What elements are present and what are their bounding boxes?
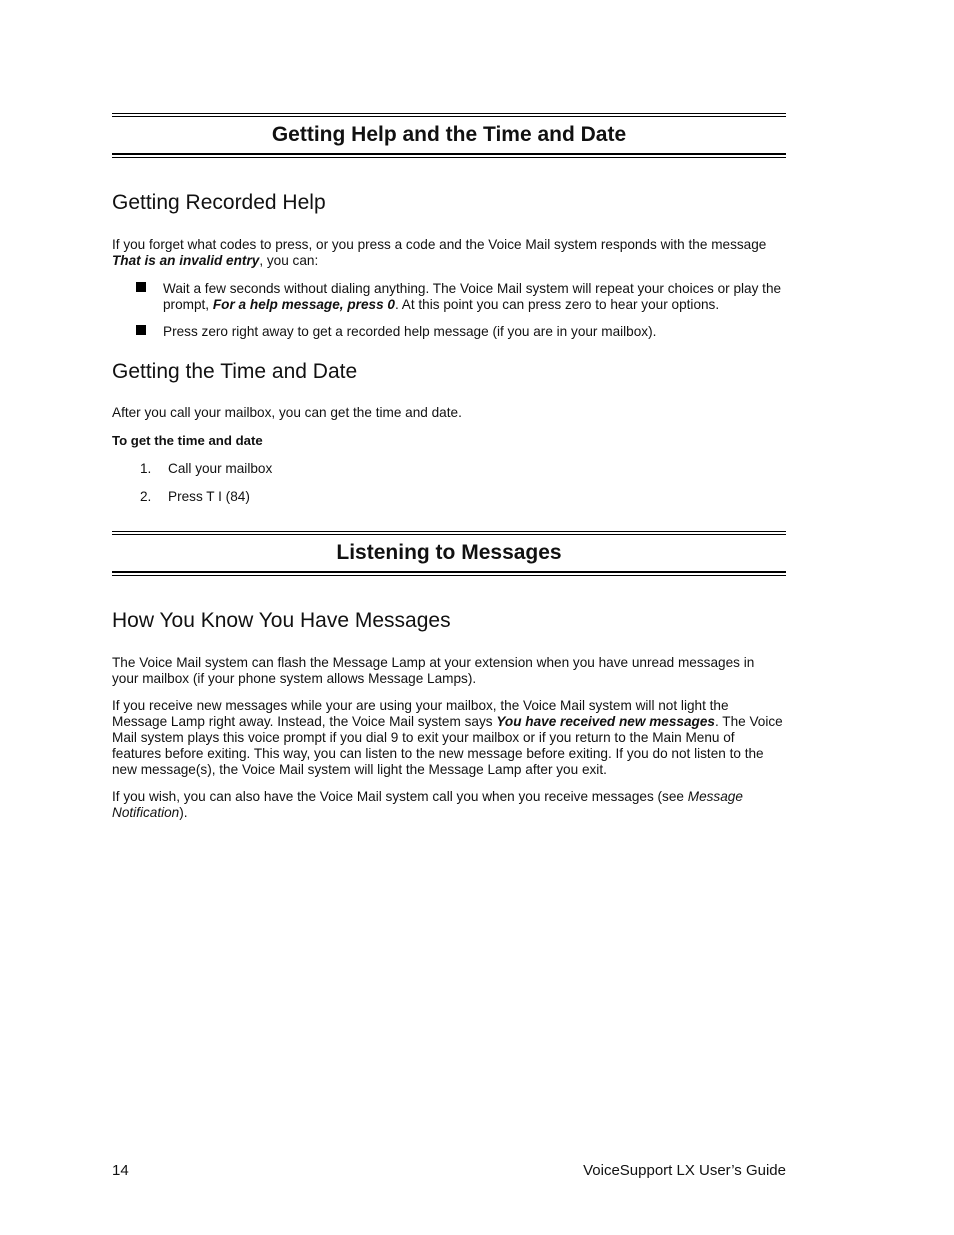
square-bullet-icon — [136, 325, 146, 335]
message-notification-link: Message Notification — [112, 789, 743, 820]
new-messages-paragraph — [112, 698, 784, 778]
guide-title: VoiceSupport LX User’s Guide — [583, 1162, 786, 1179]
para-text-before: If you receive new messages while your are using your mailbox, the Voice Mail system will not light the Message Lamp right away. Instead, the Voice Mail system says — [112, 698, 729, 729]
step-2 — [140, 489, 250, 505]
square-bullet-icon — [136, 282, 146, 292]
invalid-entry-prompt: That is an invalid entry — [112, 253, 260, 268]
section-title: Listening to Messages — [336, 541, 562, 564]
section-title: Getting Help and the Time and Date — [271, 123, 627, 146]
step-text: Press T I (84) — [168, 489, 250, 504]
time-date-intro: After you call your mailbox, you can get the time and date. — [112, 405, 462, 420]
intro-text-before: If you forget what codes to press, or you press a code and the Voice Mail system responds with the message — [112, 237, 767, 252]
bullet-wait-text — [163, 281, 785, 313]
bullet-wait-text-after: . At this point you can press zero to hear your options. — [394, 297, 720, 312]
bullet-press-zero-text: Press zero right away to get a recorded help message (if you are in your mailbox). — [163, 324, 657, 339]
bullet-wait-text-before: Wait a few seconds without dialing anything. The Voice Mail system will repeat your choices or play the prompt, — [163, 281, 782, 312]
heading-getting-time-date: Getting the Time and Date — [112, 360, 358, 383]
procedure-title: To get the time and date — [112, 433, 263, 448]
step-text: Call your mailbox — [168, 461, 273, 476]
heading-how-you-know: How You Know You Have Messages — [112, 609, 451, 632]
para-text-before: If you wish, you can also have the Voice Mail system call you when you receive messages (see — [112, 789, 688, 804]
para-text-after: ). — [179, 805, 188, 820]
help-message-prompt: For a help message, press 0 — [212, 297, 395, 312]
heading-getting-recorded-help: Getting Recorded Help — [112, 191, 326, 214]
notification-paragraph — [112, 789, 784, 821]
intro-text-after: , you can: — [259, 253, 319, 268]
received-messages-prompt: You have received new messages — [496, 714, 715, 729]
recorded-help-intro — [112, 237, 784, 269]
banner-bottom-rule — [112, 153, 786, 158]
banner-bottom-rule — [112, 571, 786, 576]
page-number: 14 — [112, 1162, 129, 1179]
message-lamp-paragraph: The Voice Mail system can flash the Message Lamp at your extension when you have unread messages in your mailbox (if your phone system allows Message Lamps). — [112, 655, 755, 686]
step-number: 2. — [140, 489, 152, 504]
section-banner-help-time-date — [112, 113, 786, 158]
para-text-after: . The Voice Mail system plays this voice prompt if you dial 9 to exit your mailbox or if you return to the Main Menu of features before exiting. This way, you can listen to the new message before exiting. If you do not listen to the new message(s), the Voice Mail system will light the Message Lamp after you exit. — [112, 714, 783, 777]
step-number: 1. — [140, 461, 152, 476]
step-1 — [140, 461, 272, 477]
section-banner-listening — [112, 531, 786, 576]
